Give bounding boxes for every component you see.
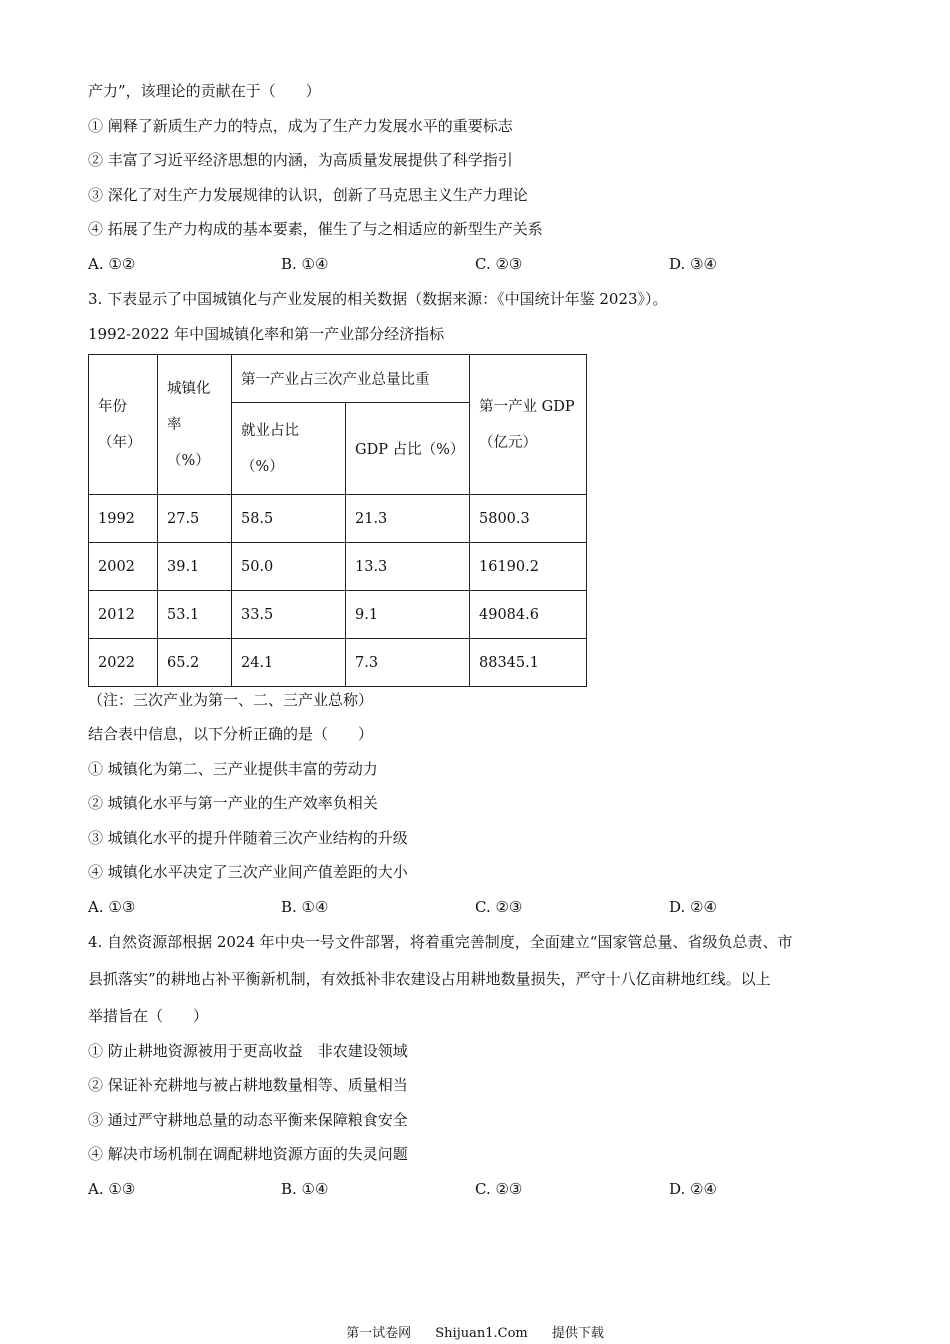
cell-year: 2002 [89,543,158,591]
q3-item-4: ④ 城镇化水平决定了三次产业间产值差距的大小 [88,863,408,881]
cell-urbanization: 65.2 [158,639,232,687]
cell-gdp-share: 9.1 [346,591,470,639]
q4-item-4: ④ 解决市场机制在调配耕地资源方面的失灵问题 [88,1145,408,1163]
q4-option-a: A. ①③ [88,1180,136,1198]
header-urbanization-label-1: 城镇化 [167,380,211,397]
header-primary-share-group: 第一产业占三次产业总量比重 [232,355,470,403]
q2-options [88,254,868,274]
q2-option-a: A. ①② [88,255,136,273]
table-row [89,495,587,543]
cell-gdp-share: 21.3 [346,495,470,543]
cell-urbanization: 27.5 [158,495,232,543]
header-employment-share-label: 就业占比 [241,422,299,439]
q4-item-3: ③ 通过严守耕地总量的动态平衡来保障粮食安全 [88,1111,408,1129]
header-primary-gdp-label: 第一产业 GDP [479,398,575,415]
cell-gdp-share: 7.3 [346,639,470,687]
cell-primary-gdp: 88345.1 [470,639,587,687]
q3-stem: 3. 下表显示了中国城镇化与产业发展的相关数据（数据来源：《中国统计年鉴 2023》）。 [88,290,668,308]
q3-data-table [88,354,587,687]
table-row [89,591,587,639]
q2-item-1: ① 阐释了新质生产力的特点，成为了生产力发展水平的重要标志 [88,117,513,135]
header-employment-share [232,403,346,495]
header-employment-share-unit: （%） [241,458,284,475]
q3-table-title: 1992-2022 年中国城镇化率和第一产业部分经济指标 [88,325,445,343]
cell-employment-share: 50.0 [232,543,346,591]
q4-stem-line-3: 举措旨在（ ） [88,1007,209,1025]
table-row [89,543,587,591]
q3-table-note: （注：三次产业为第一、二、三产业总称） [88,691,374,709]
q2-option-d: D. ③④ [669,255,717,273]
cell-year: 1992 [89,495,158,543]
footer-site-name: 第一试卷网 [346,1326,412,1341]
q2-stem: 产力”，该理论的贡献在于（ ） [88,82,321,100]
q3-option-d: D. ②④ [669,898,717,916]
q4-options [88,1179,868,1199]
footer-site-domain[interactable]: Shijuan1.Com [435,1326,528,1341]
cell-year: 2012 [89,591,158,639]
cell-urbanization: 53.1 [158,591,232,639]
q2-item-4: ④ 拓展了生产力构成的基本要素，催生了与之相适应的新型生产关系 [88,220,543,238]
header-primary-gdp-unit: （亿元） [479,434,537,451]
q3-item-3: ③ 城镇化水平的提升伴随着三次产业结构的升级 [88,829,408,847]
header-year-unit: （年） [98,434,142,451]
cell-employment-share: 24.1 [232,639,346,687]
q4-stem-line-2: 县抓落实”的耕地占补平衡新机制，有效抵补非农建设占用耕地数量损失，严守十八亿亩耕地红线。以上 [88,970,771,988]
q3-options [88,897,868,917]
q4-option-b: B. ①④ [281,1180,329,1198]
q4-option-c: C. ②③ [475,1180,523,1198]
header-urbanization-label-2: 率 [167,416,182,433]
cell-primary-gdp: 5800.3 [470,495,587,543]
table-row [89,639,587,687]
q2-item-3: ③ 深化了对生产力发展规律的认识，创新了马克思主义生产力理论 [88,186,528,204]
cell-urbanization: 39.1 [158,543,232,591]
cell-primary-gdp: 49084.6 [470,591,587,639]
q3-question: 结合表中信息，以下分析正确的是（ ） [88,725,374,743]
q2-item-2: ② 丰富了习近平经济思想的内涵，为高质量发展提供了科学指引 [88,151,513,169]
q4-item-2: ② 保证补充耕地与被占耕地数量相等、质量相当 [88,1076,408,1094]
q3-option-b: B. ①④ [281,898,329,916]
q3-option-a: A. ①③ [88,898,136,916]
header-year [89,355,158,495]
q4-item-1: ① 防止耕地资源被用于更高收益 非农建设领域 [88,1042,408,1060]
q4-option-d: D. ②④ [669,1180,717,1198]
q4-stem-line-1: 4. 自然资源部根据 2024 年中央一号文件部署，将着重完善制度，全面建立“国家管总量、省级负总责、市 [88,933,793,951]
header-primary-gdp [470,355,587,495]
header-gdp-share: GDP 占比（%） [346,403,470,495]
q2-option-b: B. ①④ [281,255,329,273]
header-urbanization-unit: （%） [167,452,210,469]
page-footer [0,1326,950,1342]
footer-download-text: 提供下载 [551,1326,604,1341]
q2-option-c: C. ②③ [475,255,523,273]
cell-employment-share: 58.5 [232,495,346,543]
q3-option-c: C. ②③ [475,898,523,916]
header-urbanization [158,355,232,495]
cell-year: 2022 [89,639,158,687]
q3-item-2: ② 城镇化水平与第一产业的生产效率负相关 [88,794,378,812]
cell-primary-gdp: 16190.2 [470,543,587,591]
cell-employment-share: 33.5 [232,591,346,639]
q3-item-1: ① 城镇化为第二、三产业提供丰富的劳动力 [88,760,378,778]
cell-gdp-share: 13.3 [346,543,470,591]
header-year-label: 年份 [98,398,127,415]
